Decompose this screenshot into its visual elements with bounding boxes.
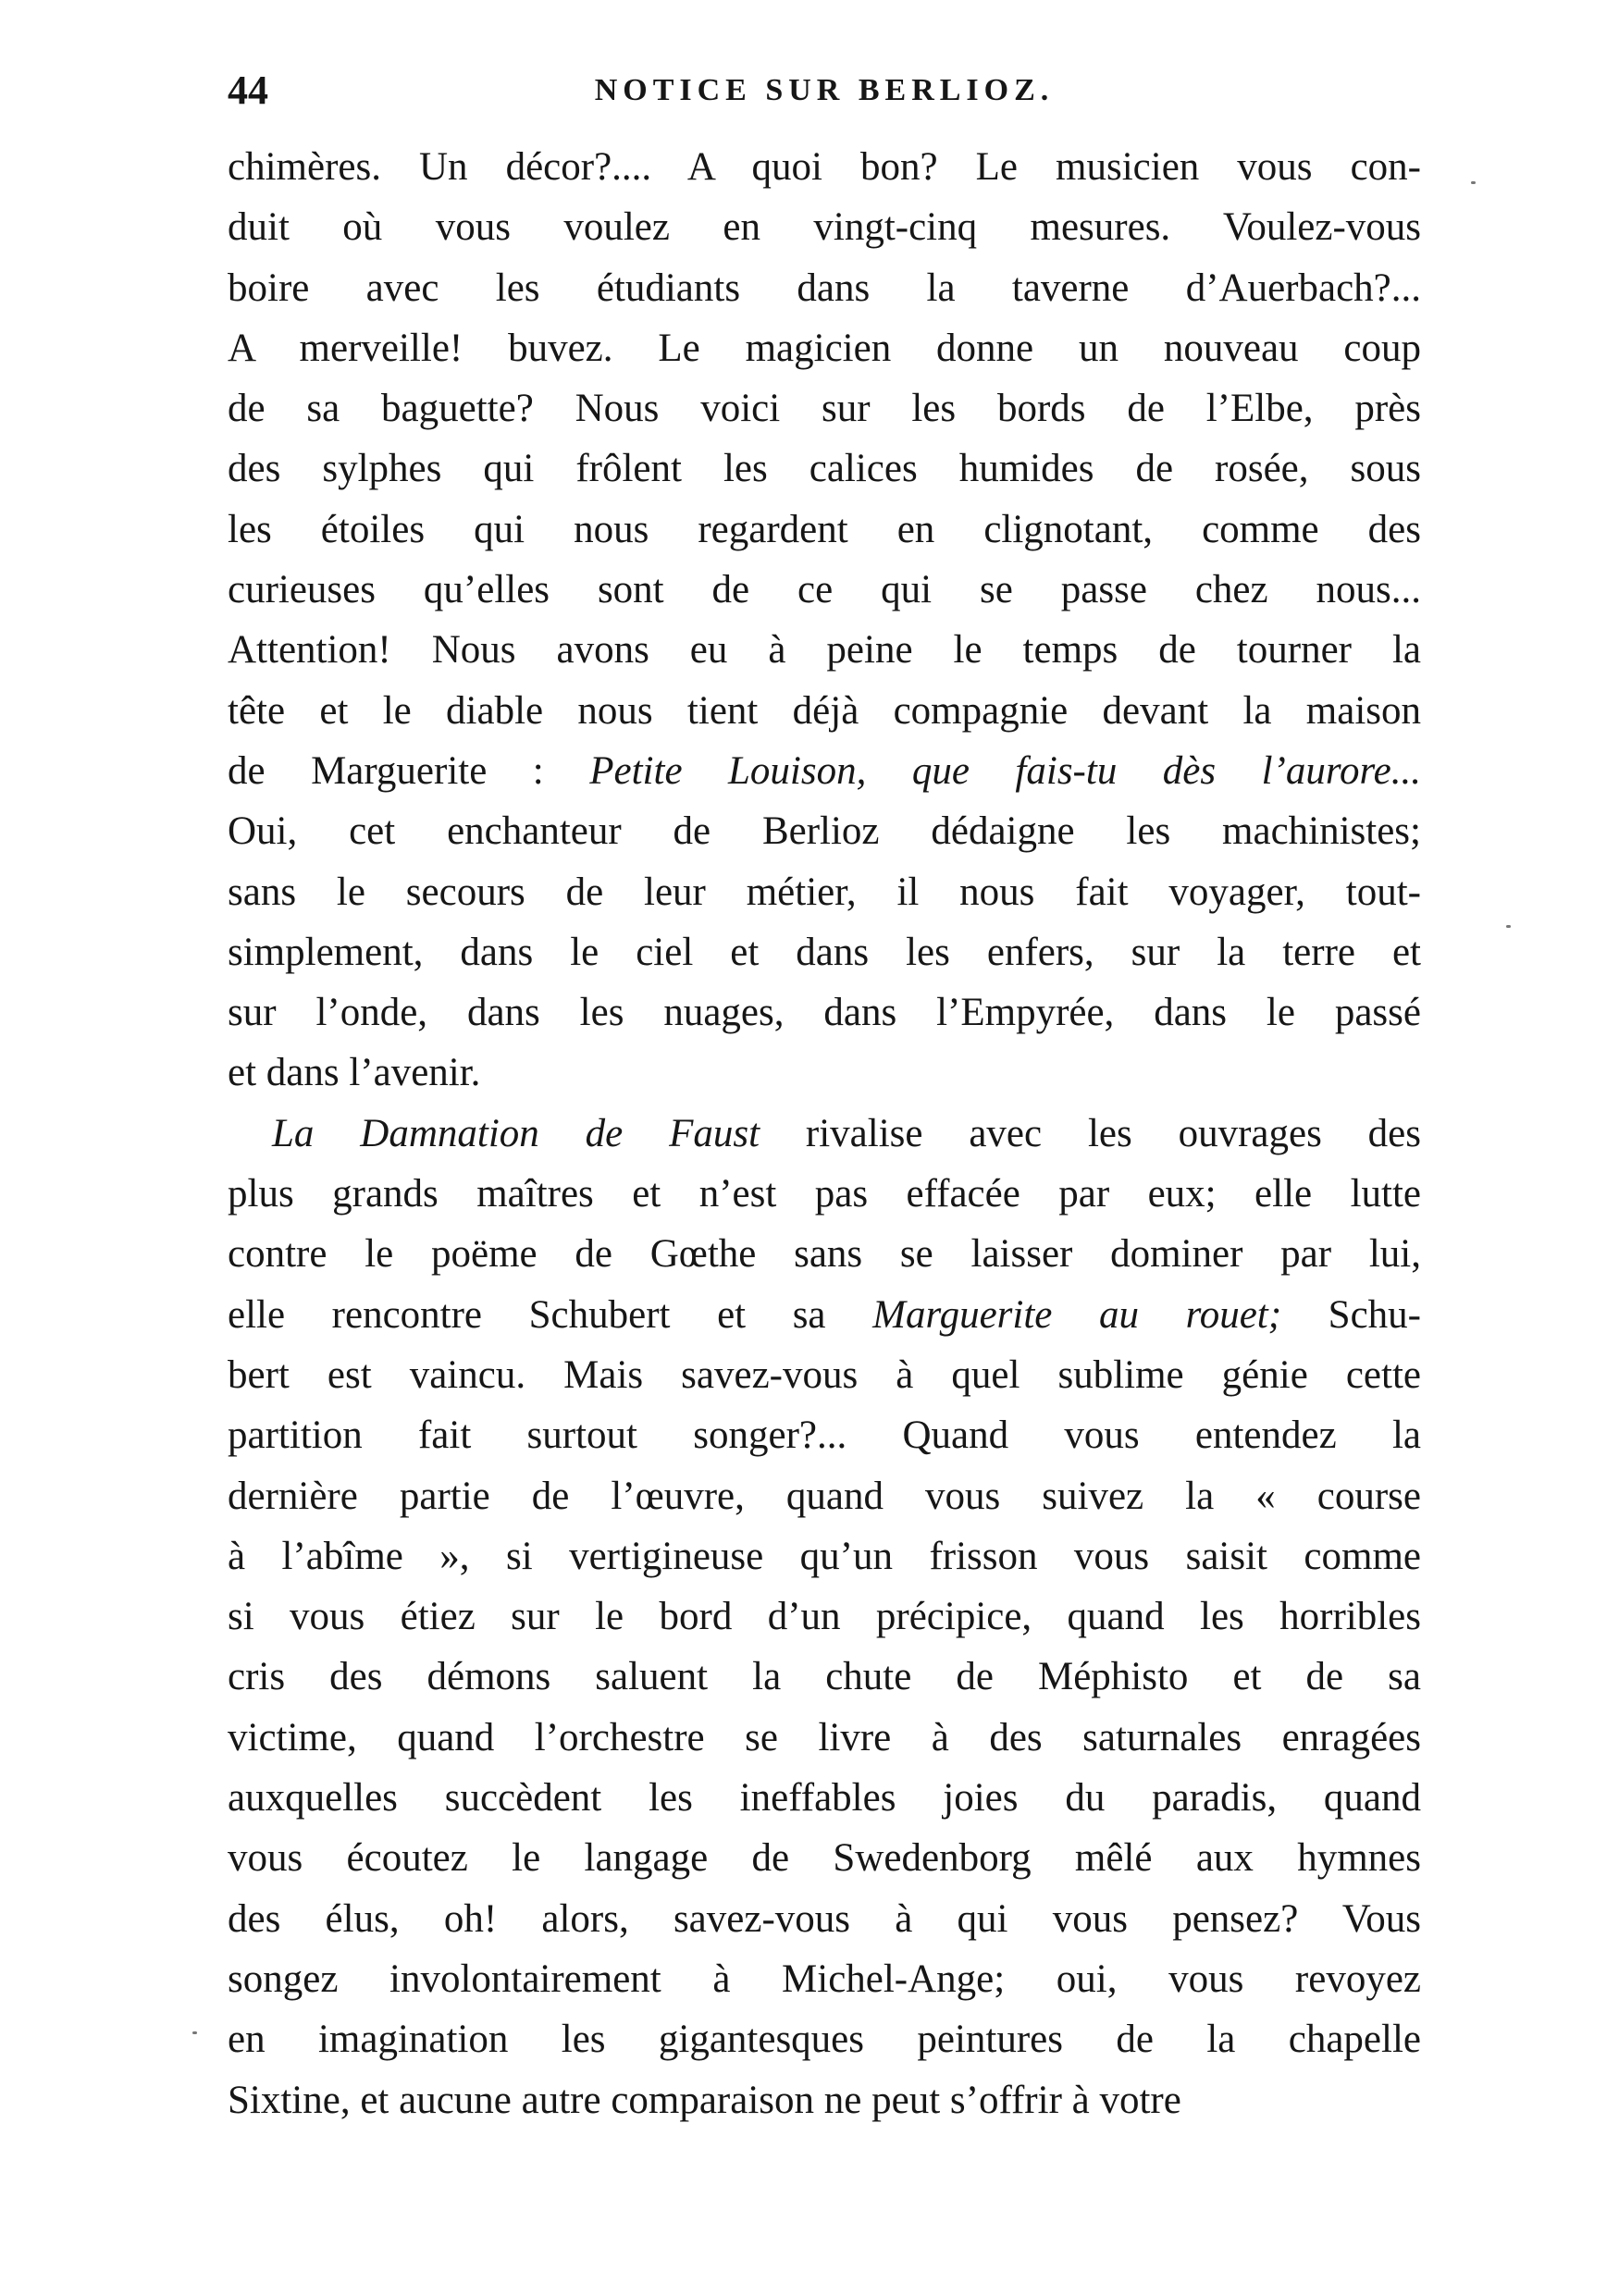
- text-line: [228, 2009, 1421, 2069]
- text-line: [228, 438, 1421, 499]
- text-line: [228, 1345, 1421, 1405]
- text-segment: A merveille! buvez. Le magicien donne un nouveau coup: [228, 326, 1421, 370]
- text-segment: rivalise avec les ouvrages des: [760, 1111, 1421, 1155]
- text-line: [228, 137, 1421, 197]
- text-segment: en imagination les gigantesques peintures de la chapelle: [228, 2018, 1421, 2062]
- margin-speck: [1506, 925, 1511, 928]
- text-line: [228, 801, 1421, 861]
- text-line: [228, 197, 1421, 257]
- text-line: [228, 1405, 1421, 1465]
- text-segment: Attention! Nous avons eu à peine le temps de tourner la: [228, 628, 1421, 673]
- italic-text: Petite Louison, que fais-tu dès l’aurore...: [589, 748, 1421, 793]
- text-line: [228, 620, 1421, 680]
- margin-speck: [192, 2031, 197, 2034]
- text-segment: des sylphes qui frôlent les calices humides de rosée, sous: [228, 447, 1421, 491]
- page-header: [228, 63, 1421, 118]
- text-segment: les étoiles qui nous regardent en clignotant, comme des: [228, 507, 1421, 551]
- text-line: [228, 1647, 1421, 1707]
- text-segment: tête et le diable nous tient déjà compagnie devant la maison: [228, 688, 1421, 733]
- text-segment: plus grands maîtres et n’est pas effacée par eux; elle lutte: [228, 1172, 1421, 1216]
- text-line: [228, 2070, 1421, 2130]
- text-segment: chimères. Un décor?.... A quoi bon? Le musicien vous con-: [228, 145, 1421, 189]
- text-line: [228, 1043, 1421, 1103]
- text-segment: dernière partie de l’œuvre, quand vous suivez la « course: [228, 1474, 1421, 1518]
- text-segment: et dans l’avenir.: [228, 1051, 481, 1095]
- text-segment: des élus, oh! alors, savez-vous à qui vous pensez? Vous: [228, 1896, 1421, 1941]
- text-segment: songez involontairement à Michel-Ange; oui, vous revoyez: [228, 1957, 1421, 2001]
- text-segment: à l’abîme », si vertigineuse qu’un frisson vous saisit comme: [228, 1534, 1421, 1578]
- text-line: [228, 560, 1421, 620]
- text-segment: boire avec les étudiants dans la taverne d’Auerbach?...: [228, 265, 1421, 310]
- text-segment: cris des démons saluent la chute de Méphisto et de sa: [228, 1655, 1421, 1699]
- text-segment: Schu-: [1281, 1292, 1421, 1337]
- text-segment: contre le poëme de Gœthe sans se laisser dominer par lui,: [228, 1232, 1421, 1277]
- text-segment: duit où vous voulez en vingt-cinq mesures. Voulez-vous: [228, 205, 1421, 250]
- text-line: [228, 1164, 1421, 1224]
- text-line: [228, 1708, 1421, 1768]
- running-title: NOTICE SUR BERLIOZ.: [594, 73, 1055, 107]
- text-segment: elle rencontre Schubert et sa: [228, 1292, 873, 1337]
- text-line: [228, 1949, 1421, 2009]
- text-segment: sur l’onde, dans les nuages, dans l’Empyrée, dans le passé: [228, 991, 1421, 1035]
- italic-text: La Damnation de Faust: [272, 1111, 760, 1155]
- text-segment: vous écoutez le langage de Swedenborg mêlé aux hymnes: [228, 1836, 1421, 1881]
- page-number: 44: [228, 68, 268, 113]
- text-line: [228, 1224, 1421, 1284]
- text-segment: curieuses qu’elles sont de ce qui se passe chez nous...: [228, 568, 1421, 612]
- text-line: [228, 1466, 1421, 1526]
- text-line: [228, 1586, 1421, 1647]
- text-segment: partition fait surtout songer?... Quand vous entendez la: [228, 1413, 1421, 1458]
- text-line: [228, 378, 1421, 438]
- text-line: [228, 681, 1421, 741]
- text-segment: auxquelles succèdent les ineffables joies du paradis, quand: [228, 1776, 1421, 1821]
- text-line: [228, 1768, 1421, 1828]
- text-segment: bert est vaincu. Mais savez-vous à quel sublime génie cette: [228, 1352, 1421, 1397]
- text-segment: simplement, dans le ciel et dans les enfers, sur la terre et: [228, 930, 1421, 974]
- text-line: [228, 500, 1421, 560]
- text-line: [228, 741, 1421, 801]
- text-line: [228, 258, 1421, 318]
- text-segment: Sixtine, et aucune autre comparaison ne peut s’offrir à votre: [228, 2078, 1181, 2122]
- text-segment: si vous étiez sur le bord d’un précipice, quand les horribles: [228, 1595, 1421, 1639]
- text-line: [228, 1889, 1421, 1949]
- text-segment: victime, quand l’orchestre se livre à des saturnales enragées: [228, 1715, 1421, 1759]
- italic-text: Marguerite au rouet;: [872, 1292, 1282, 1337]
- text-segment: de Marguerite :: [228, 748, 590, 793]
- text-line: [228, 1526, 1421, 1586]
- margin-speck: [1471, 181, 1476, 184]
- body-text: [228, 137, 1421, 2130]
- text-line: [228, 1104, 1421, 1164]
- text-segment: sans le secours de leur métier, il nous fait voyager, tout-: [228, 870, 1421, 914]
- text-line: [228, 982, 1421, 1043]
- text-line: [228, 1285, 1421, 1345]
- text-segment: de sa baguette? Nous voici sur les bords de l’Elbe, près: [228, 387, 1421, 431]
- text-segment: Oui, cet enchanteur de Berlioz dédaigne les machinistes;: [228, 809, 1421, 854]
- text-line: [228, 1828, 1421, 1888]
- text-line: [228, 318, 1421, 378]
- text-line: [228, 922, 1421, 982]
- text-line: [228, 862, 1421, 922]
